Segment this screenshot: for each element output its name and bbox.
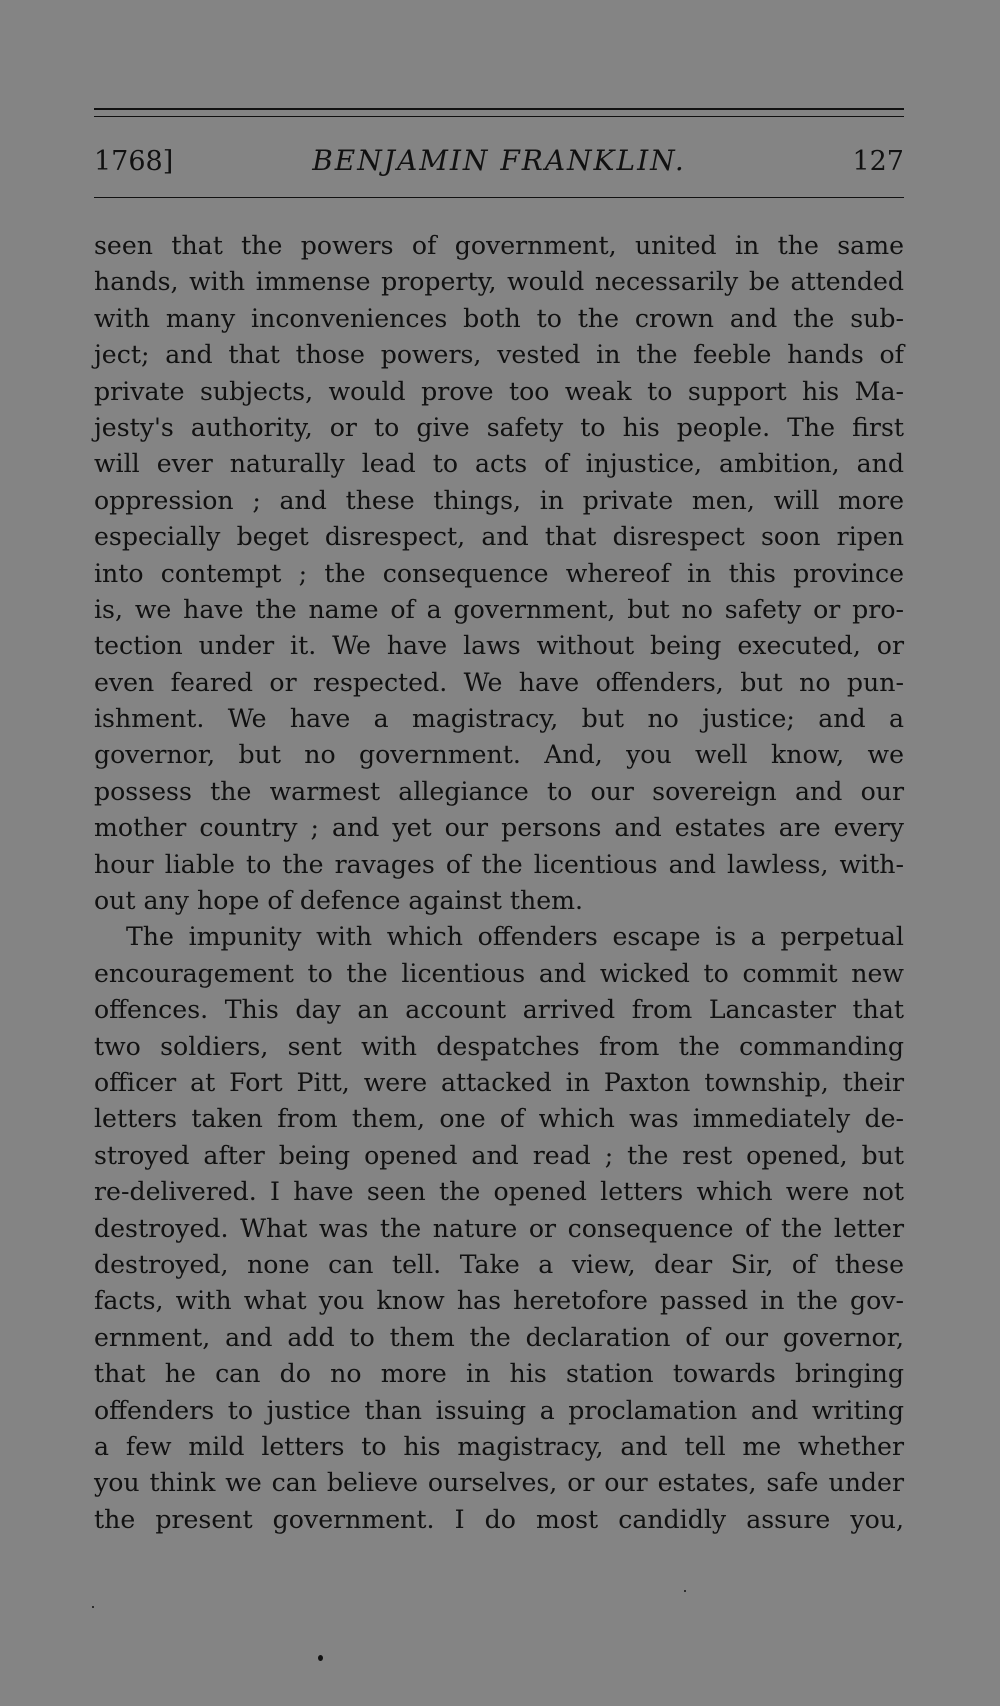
text-line: that he can do no more in his station towards bringing: [94, 1359, 904, 1389]
running-header: [94, 140, 904, 180]
text-line: re-delivered. I have seen the opened letters which were not: [94, 1177, 904, 1207]
speck: [318, 1655, 323, 1661]
header-title: BENJAMIN FRANKLIN.: [312, 144, 686, 177]
text-line: a few mild letters to his magistracy, and tell me whether: [94, 1431, 904, 1461]
text-line: is, we have the name of a government, but no safety or pro-: [94, 594, 904, 624]
text-line: offences. This day an account arrived from Lancaster that: [94, 995, 904, 1025]
text-line: letters taken from them, one of which was immediately de-: [94, 1104, 904, 1134]
text-line: jesty's authority, or to give safety to his people. The first: [94, 412, 904, 442]
text-line: possess the warmest allegiance to our sovereign and our: [94, 776, 904, 806]
header-rule-top-thin: [94, 116, 904, 117]
text-line: ject; and that those powers, vested in the feeble hands of: [94, 340, 904, 370]
text-line: tection under it. We have laws without being executed, or: [94, 631, 904, 661]
header-year: 1768]: [94, 146, 174, 177]
text-line: oppression ; and these things, in private men, will more: [94, 485, 904, 515]
header-rule-bottom: [94, 197, 904, 198]
text-line: officer at Fort Pitt, were attacked in Paxton township, their: [94, 1067, 904, 1097]
text-line: facts, with what you know has heretofore passed in the gov-: [94, 1286, 904, 1316]
text-line: governor, but no government. And, you well know, we: [94, 740, 904, 770]
body-text: [94, 228, 904, 1538]
text-line: private subjects, would prove too weak to support his Ma-: [94, 376, 904, 406]
text-line: encouragement to the licentious and wicked to commit new: [94, 958, 904, 988]
speck: [92, 1606, 94, 1608]
text-line: stroyed after being opened and read ; the rest opened, but: [94, 1140, 904, 1170]
text-line: destroyed. What was the nature or consequence of the letter: [94, 1213, 904, 1243]
text-line: destroyed, none can tell. Take a view, dear Sir, of these: [94, 1249, 904, 1279]
text-line: hands, with immense property, would necessarily be attended: [94, 267, 904, 297]
text-line: into contempt ; the consequence whereof in this province: [94, 558, 904, 588]
text-line: ernment, and add to them the declaration of our governor,: [94, 1322, 904, 1352]
text-line: with many inconveniences both to the crown and the sub-: [94, 303, 904, 333]
text-line: out any hope of defence against them.: [94, 886, 584, 916]
paragraph-start-line: The impunity with which offenders escape is a perpetual: [126, 922, 904, 952]
text-line: even feared or respected. We have offenders, but no pun-: [94, 667, 904, 697]
text-line: ishment. We have a magistracy, but no justice; and a: [94, 704, 904, 734]
text-line: especially beget disrespect, and that disrespect soon ripen: [94, 522, 904, 552]
speck: [684, 1590, 686, 1592]
text-line: seen that the powers of government, united in the same: [94, 231, 904, 260]
text-line: hour liable to the ravages of the licentious and lawless, with-: [94, 849, 904, 879]
page-number: 127: [852, 146, 904, 177]
text-line: you think we can believe ourselves, or our estates, safe under: [94, 1468, 904, 1498]
text-line: will ever naturally lead to acts of injustice, ambition, and: [94, 449, 904, 479]
text-line: offenders to justice than issuing a proclamation and writing: [94, 1395, 904, 1425]
text-line: the present government. I do most candidly assure you,: [94, 1504, 904, 1534]
header-rule-top: [94, 108, 904, 110]
text-line: mother country ; and yet our persons and estates are every: [94, 813, 904, 843]
text-line: two soldiers, sent with despatches from the commanding: [94, 1031, 904, 1061]
